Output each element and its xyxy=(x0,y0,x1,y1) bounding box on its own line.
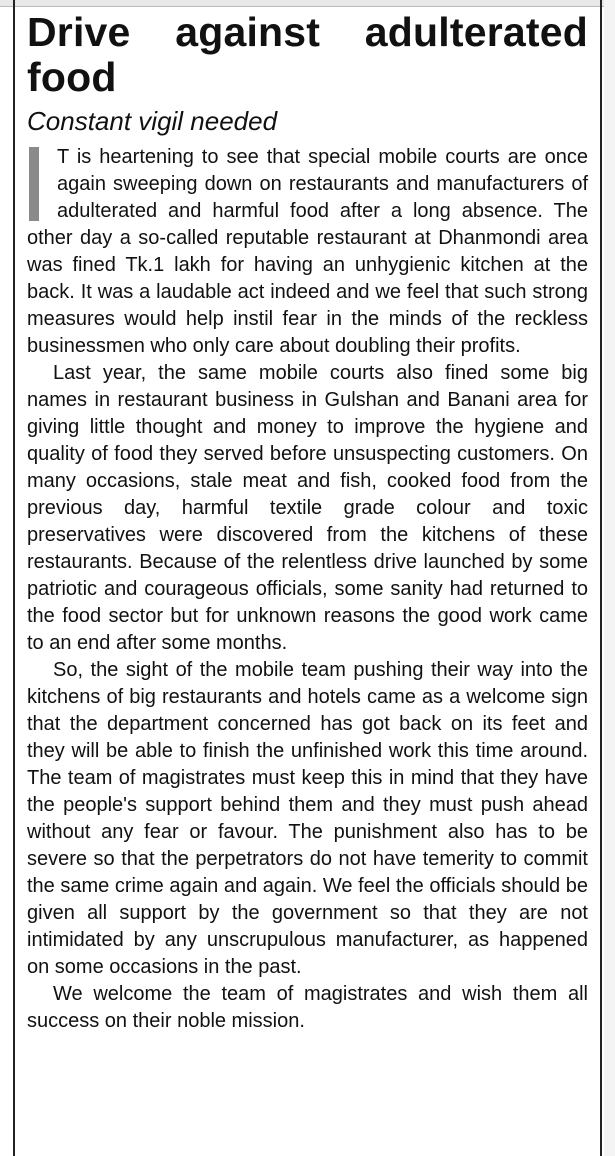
previous-article-strip xyxy=(0,0,615,7)
subheadline: Constant vigil needed xyxy=(27,106,278,136)
column-rule-left xyxy=(13,0,15,1156)
paragraph-1-text: T is heartening to see that special mobile courts are once again sweeping down on restaurants and manufacturers of adulterated and harmful food after a long absence. The other day a so-called reputable restaurant at Dhanmondi area was fined Tk.1 lakh for having an unhygienic kitchen at the back. It was a laudable act indeed and we feel that such strong measures would help instil fear in the minds of the reckless businessmen who only care about doubling their profits. xyxy=(27,146,588,357)
article-body xyxy=(27,144,588,1035)
paragraph-4: We welcome the team of magistrates and wish them all success on their noble mission. xyxy=(27,983,588,1032)
headline: Drive against adulterated food xyxy=(27,9,588,100)
editorial-article xyxy=(27,10,588,1035)
paragraph-2: Last year, the same mobile courts also fined some big names in restaurant business in Gulshan and Banani area for giving little thought and money to improve the hygiene and quality of food they served before unsuspecting customers. On many occasions, stale meat and fish, cooked food from the previous day, harmful textile grade colour and toxic preservatives were discovered from the kitchens of these restaurants. Because of the relentless drive launched by some patriotic and courageous officials, some sanity had returned to the food sector but for unknown reasons the good work came to an end after some months. xyxy=(27,362,588,654)
paragraph-1 xyxy=(27,144,588,360)
adjacent-column-edge xyxy=(604,0,615,1156)
paragraph-3: So, the sight of the mobile team pushing their way into the kitchens of big restaurants and hotels came as a welcome sign that the department concerned has got back on its feet and they will be able to finish the unfinished work this time around. The team of magistrates must keep this in mind that they have the people's support behind them and they must push ahead without any fear or favour. The punishment also has to be severe so that the perpetrators do not have temerity to commit the same crime again and again. We feel the officials should be given all support by the government so that they are not intimidated by any unscrupulous manufacturer, as happened on some occasions in the past. xyxy=(27,659,588,978)
column-rule-right xyxy=(600,0,602,1156)
drop-cap-i xyxy=(29,147,39,221)
